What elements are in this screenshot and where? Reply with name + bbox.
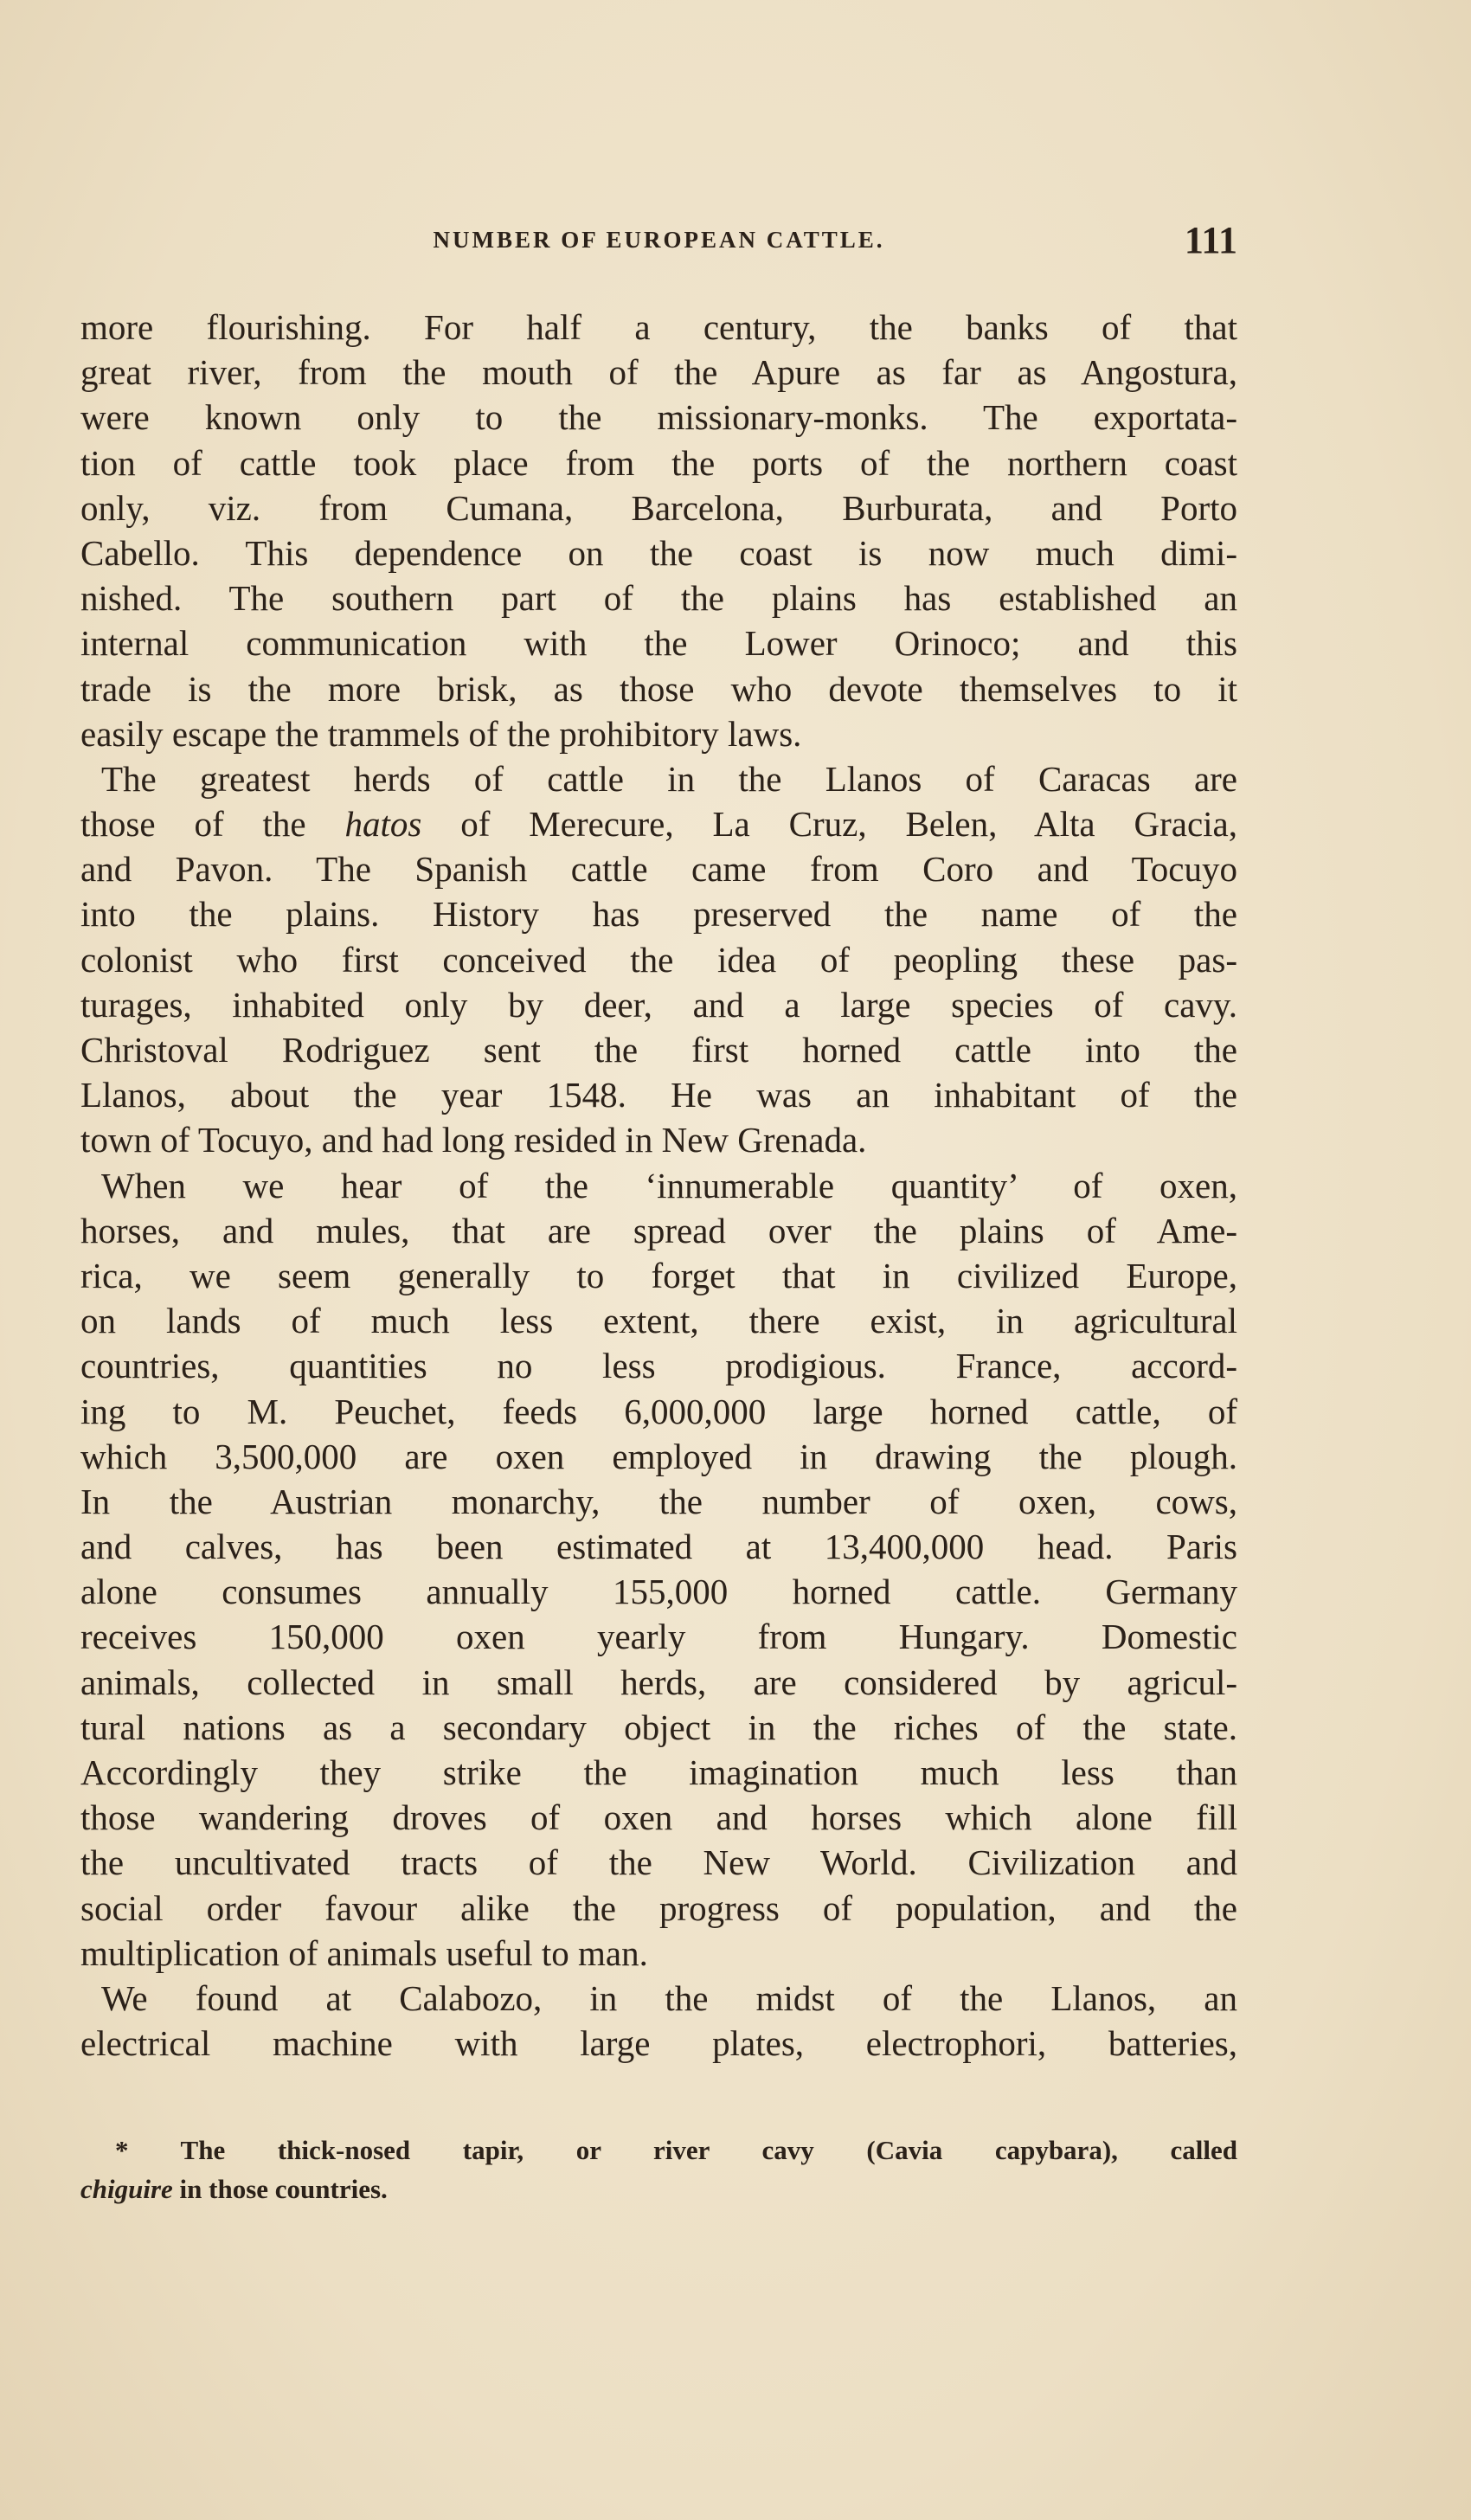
- text-segment: were known only to the missionary-monks. The exportata-: [80, 397, 1237, 438]
- text-line: [80, 937, 1237, 982]
- text-line: [80, 2021, 1237, 2066]
- text-segment: and calves, has been estimated at 13,400,000 head. Paris: [80, 1527, 1237, 1567]
- text-segment: turages, inhabited only by deer, and a large species of cavy.: [80, 984, 1237, 1025]
- text-line: [80, 395, 1237, 440]
- text-line: [80, 1298, 1237, 1343]
- text-line: [80, 1343, 1237, 1388]
- text-segment: those wandering droves of oxen and horses which alone fill: [80, 1797, 1237, 1838]
- text-segment: electrical machine with large plates, electrophori, batteries,: [80, 2023, 1237, 2064]
- running-title: NUMBER OF EUROPEAN CATTLE.: [433, 227, 885, 253]
- text-line: [80, 1569, 1237, 1614]
- text-segment: nished. The southern part of the plains has established an: [80, 578, 1237, 619]
- text-line: [80, 440, 1237, 485]
- text-segment: animals, collected in small herds, are considered by agricul-: [80, 1662, 1237, 1702]
- text-line: [80, 1253, 1237, 1298]
- text-segment: the uncultivated tracts of the New World. Civilization and: [80, 1842, 1237, 1883]
- text-line: [80, 666, 1237, 711]
- text-line: [80, 982, 1237, 1027]
- text-segment: Christoval Rodriguez sent the first horned cattle into the: [80, 1030, 1237, 1070]
- text-line: [80, 530, 1237, 575]
- italic-text: chiguire: [80, 2174, 173, 2204]
- text-segment: in those countries.: [172, 2174, 388, 2204]
- text-segment: and Pavon. The Spanish cattle came from Coro and Tocuyo: [80, 849, 1237, 890]
- text-line: [80, 711, 1237, 756]
- text-segment: colonist who first conceived the idea of peopling these pas-: [80, 939, 1237, 980]
- text-segment: great river, from the mouth of the Apure as far as Angostura,: [80, 352, 1237, 393]
- text-segment: alone consumes annually 155,000 horned cattle. Germany: [80, 1572, 1237, 1612]
- text-line: [80, 801, 1237, 846]
- footnote: [80, 2131, 1237, 2208]
- paragraph: [80, 1163, 1237, 1976]
- text-line: [80, 485, 1237, 530]
- text-line: [80, 1886, 1237, 1931]
- text-line: [80, 1524, 1237, 1569]
- page-number: 111: [1184, 219, 1237, 261]
- text-line: [80, 756, 1237, 801]
- text-segment: Accordingly they strike the imagination much less than: [80, 1752, 1237, 1792]
- text-line: [80, 1479, 1237, 1524]
- text-line: [80, 620, 1237, 665]
- text-segment: which 3,500,000 are oxen employed in drawing the plough.: [80, 1436, 1237, 1476]
- paragraph: [80, 305, 1237, 756]
- text-line: [80, 305, 1237, 350]
- text-segment: multiplication of animals useful to man.: [80, 1932, 648, 1973]
- paragraph: [80, 756, 1237, 1163]
- paragraph: [80, 1976, 1237, 2066]
- text-line: [80, 1976, 1237, 2021]
- text-line: [80, 1163, 1237, 1208]
- text-segment: internal communication with the Lower Orinoco; and this: [80, 623, 1237, 664]
- text-line: [80, 575, 1237, 620]
- text-line: [80, 1208, 1237, 1253]
- text-line: [80, 891, 1237, 936]
- text-line: [80, 1117, 1237, 1162]
- text-segment: social order favour alike the progress of population, and the: [80, 1887, 1237, 1928]
- text-segment: We found at Calabozo, in the midst of the Llanos, an: [101, 1977, 1237, 2018]
- text-line: [80, 350, 1237, 395]
- text-line: [80, 2170, 1237, 2208]
- text-segment: Cabello. This dependence on the coast is now much dimi-: [80, 532, 1237, 573]
- text-segment: town of Tocuyo, and had long resided in New Grenada.: [80, 1120, 867, 1160]
- text-segment: easily escape the trammels of the prohibitory laws.: [80, 713, 802, 754]
- text-segment: In the Austrian monarchy, the number of oxen, cows,: [80, 1481, 1237, 1521]
- text-segment: tion of cattle took place from the ports of the northern coast: [80, 442, 1237, 483]
- text-line: [80, 1614, 1237, 1659]
- text-line: [80, 1750, 1237, 1795]
- body-text: [80, 305, 1237, 2066]
- text-line: [80, 1840, 1237, 1885]
- text-segment: more flourishing. For half a century, the banks of that: [80, 307, 1237, 347]
- text-segment: Llanos, about the year 1548. He was an inhabitant of the: [80, 1075, 1237, 1115]
- text-line: [80, 1705, 1237, 1750]
- text-line: [80, 1389, 1237, 1434]
- text-segment: those of the: [80, 804, 345, 845]
- text-line: [80, 1027, 1237, 1072]
- text-line: [80, 1795, 1237, 1840]
- text-line: [80, 846, 1237, 891]
- text-line: [80, 1072, 1237, 1117]
- italic-text: hatos: [344, 804, 422, 845]
- text-segment: on lands of much less extent, there exist, in agricultural: [80, 1301, 1237, 1341]
- page-header: [80, 218, 1237, 261]
- text-line: [80, 2131, 1237, 2170]
- text-segment: receives 150,000 oxen yearly from Hungary. Domestic: [80, 1617, 1237, 1657]
- text-segment: When we hear of the ‘innumerable quantity’ of oxen,: [101, 1165, 1237, 1205]
- text-segment: into the plains. History has preserved the name of the: [80, 894, 1237, 935]
- text-segment: * The thick-nosed tapir, or river cavy (Cavia capybara), called: [115, 2135, 1237, 2165]
- text-line: [80, 1434, 1237, 1479]
- text-line: [80, 1660, 1237, 1705]
- text-segment: The greatest herds of cattle in the Llanos of Caracas are: [101, 758, 1237, 799]
- text-segment: rica, we seem generally to forget that in civilized Europe,: [80, 1255, 1237, 1295]
- text-segment: tural nations as a secondary object in the riches of the state.: [80, 1707, 1237, 1747]
- text-line: [80, 1931, 1237, 1976]
- text-segment: horses, and mules, that are spread over the plains of Ame-: [80, 1210, 1237, 1250]
- text-segment: of Merecure, La Cruz, Belen, Alta Gracia,: [421, 804, 1237, 845]
- text-segment: trade is the more brisk, as those who devote themselves to it: [80, 668, 1237, 709]
- text-segment: ing to M. Peuchet, feeds 6,000,000 large horned cattle, of: [80, 1391, 1237, 1431]
- text-segment: countries, quantities no less prodigious. France, accord-: [80, 1346, 1237, 1386]
- text-segment: only, viz. from Cumana, Barcelona, Burburata, and Porto: [80, 487, 1237, 528]
